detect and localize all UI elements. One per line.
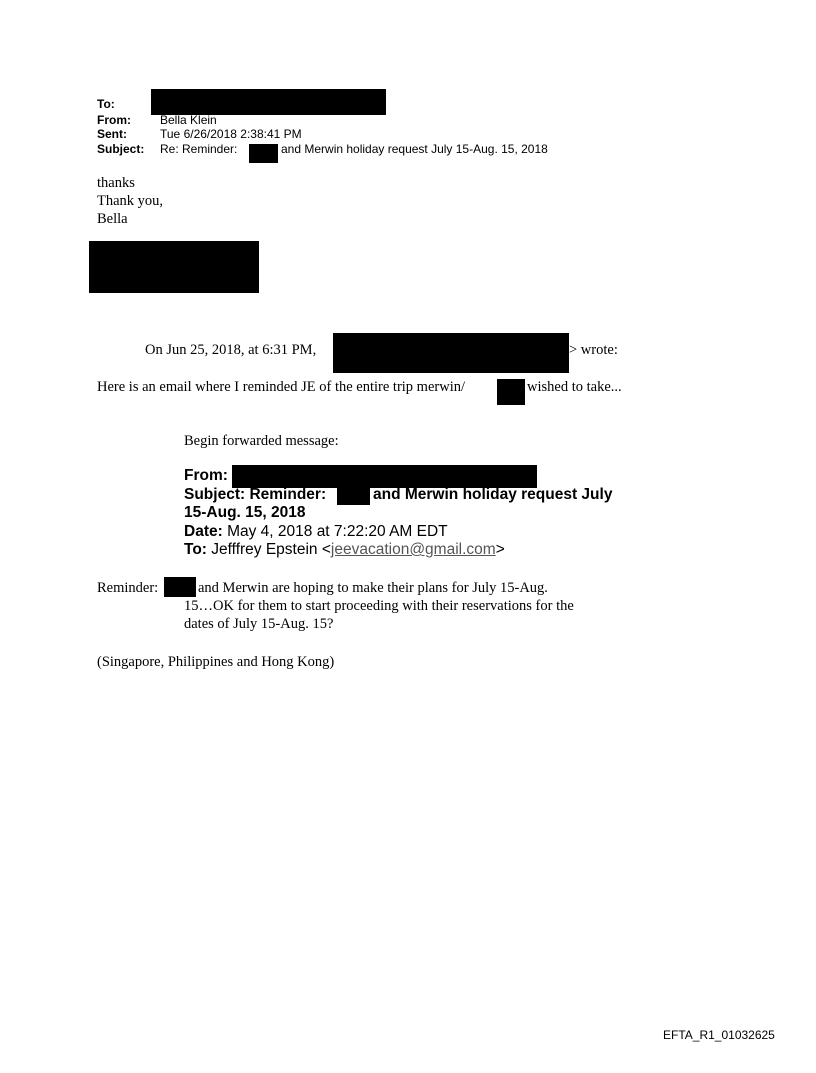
forwarded-date: Date: May 4, 2018 at 7:22:20 AM EDT: [184, 523, 448, 540]
header-sent-value: Tue 6/26/2018 2:38:41 PM: [160, 127, 302, 141]
reminder-line-2: 15…OK for them to start proceeding with their reservations for the: [184, 598, 574, 614]
forwarded-date-value: May 4, 2018 at 7:22:20 AM EDT: [227, 523, 448, 540]
countries-note: (Singapore, Philippines and Hong Kong): [97, 654, 335, 670]
forwarded-subject-suffix: and Merwin holiday request July: [373, 486, 613, 503]
forwarded-begin: Begin forwarded message:: [184, 433, 339, 449]
header-from-value: Bella Klein: [160, 113, 217, 127]
redaction-forwarded-subject: [337, 487, 370, 505]
forwarded-to-name: Jefffrey Epstein <: [211, 541, 331, 558]
header-subject-prefix: Re: Reminder:: [160, 142, 238, 156]
reminder-line-1: and Merwin are hoping to make their plans for July 15-Aug.: [198, 580, 548, 596]
redaction-reminder-name: [164, 577, 196, 597]
quote-intro-prefix: On Jun 25, 2018, at 6:31 PM,: [145, 342, 317, 358]
quote-text-suffix: wished to take...: [527, 379, 622, 395]
reply-line-1: thanks: [97, 175, 135, 191]
header-to-label: To:: [97, 97, 115, 111]
quote-text-prefix: Here is an email where I reminded JE of the entire trip merwin/: [97, 379, 466, 395]
redaction-forwarded-from: [232, 465, 537, 488]
header-subject-label: Subject:: [97, 142, 145, 156]
reminder-label: Reminder:: [97, 580, 159, 596]
quote-intro-suffix: > wrote:: [569, 342, 618, 358]
forwarded-to-email-link[interactable]: jeevacation@gmail.com: [330, 541, 496, 558]
redaction-subject: [249, 144, 278, 163]
redaction-signature-block: [89, 241, 259, 293]
forwarded-to: To: Jefffrey Epstein <jeevacation@gmail.com>: [184, 541, 505, 558]
header-sent-label: Sent:: [97, 127, 127, 141]
redaction-quote-sender: [333, 333, 569, 373]
redaction-to: [151, 89, 386, 115]
forwarded-from-label: From:: [184, 467, 228, 484]
document-id-footer: EFTA_R1_01032625: [663, 1028, 775, 1042]
forwarded-subject-line-2: 15-Aug. 15, 2018: [184, 504, 306, 521]
header-subject-suffix: and Merwin holiday request July 15-Aug. 15, 2018: [281, 142, 548, 156]
forwarded-to-close: >: [495, 541, 505, 558]
redaction-quote-name: [497, 379, 525, 405]
forwarded-subject-label: Subject: Reminder:: [184, 486, 327, 503]
reminder-line-3: dates of July 15-Aug. 15?: [184, 616, 334, 632]
reply-line-2: Thank you,: [97, 193, 164, 209]
header-from-label: From:: [97, 113, 131, 127]
reply-signature: Bella: [97, 211, 128, 227]
